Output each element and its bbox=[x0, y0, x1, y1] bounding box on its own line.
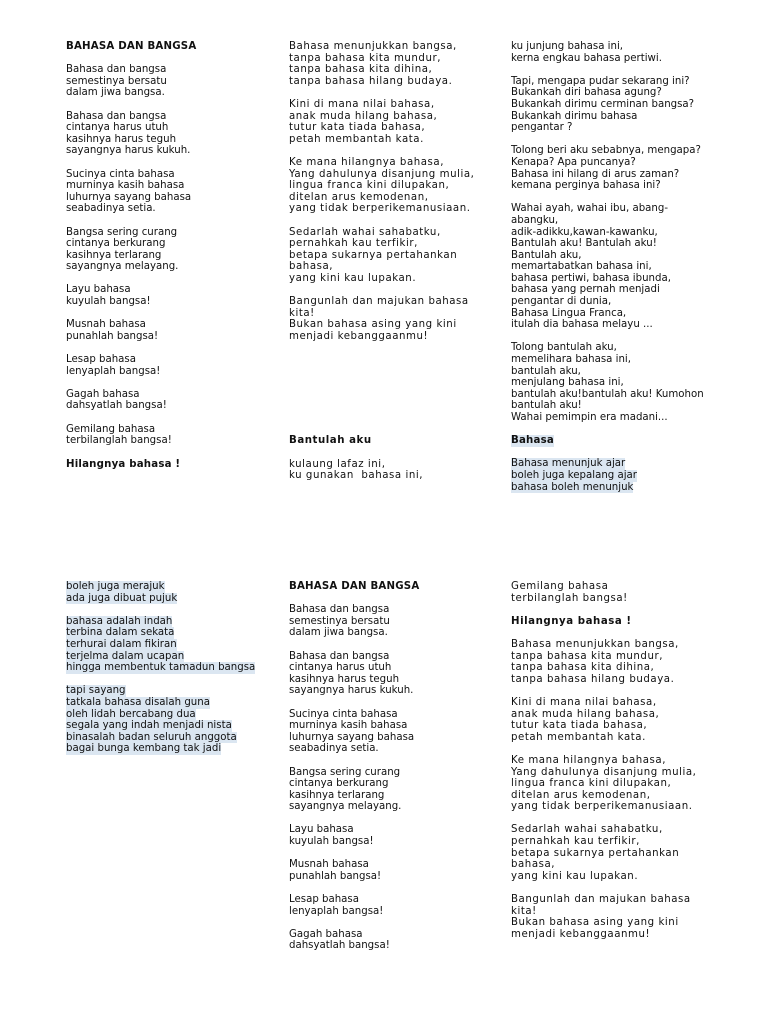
poem-line: Bahasa Lingua Franca, bbox=[511, 307, 627, 319]
poem-line: petah membantah kata. bbox=[511, 731, 646, 743]
poem-line: murninya kasih bahasa bbox=[289, 720, 408, 732]
poem-line: hingga membentuk tamadun bangsa bbox=[66, 662, 256, 674]
poem-line: bahasa adalah indah bbox=[66, 615, 173, 627]
stanza bbox=[511, 41, 761, 64]
stanza bbox=[511, 639, 761, 685]
poem-line: terbina dalam sekata bbox=[66, 627, 175, 639]
poem-line: Yang dahulunya disanjung mulia, bbox=[511, 766, 697, 778]
stanza bbox=[289, 41, 524, 87]
stanza bbox=[289, 296, 524, 342]
highlighted-stanza-list bbox=[66, 581, 266, 755]
poem-line: dahsyatlah bangsa! bbox=[66, 400, 167, 412]
poem-line: seabadinya setia. bbox=[66, 203, 156, 215]
poem-line: kasihnya terlarang bbox=[289, 789, 385, 801]
poem-line: pengantar di dunia, bbox=[511, 296, 612, 308]
poem-line: Gemilang bahasa bbox=[511, 581, 609, 592]
poem-line: Wahai ayah, wahai ibu, abang- bbox=[511, 203, 669, 215]
stanza bbox=[511, 697, 761, 743]
poem-line: tatkala bahasa disalah guna bbox=[66, 696, 210, 708]
poem-title: BAHASA DAN BANGSA bbox=[66, 41, 197, 52]
poem-title: BAHASA DAN BANGSA bbox=[289, 581, 420, 592]
poem-line: kita! bbox=[289, 307, 315, 319]
page2-column-3 bbox=[511, 581, 761, 952]
poem-line: yang kini kau lupakan. bbox=[289, 272, 417, 284]
poem-line: dalam jiwa bangsa. bbox=[289, 627, 388, 639]
stanza bbox=[289, 459, 524, 482]
stanza bbox=[289, 824, 524, 847]
stanza-list bbox=[289, 604, 524, 952]
poem-line: Ke mana hilangnya bahasa, bbox=[511, 754, 666, 766]
poem-line: Kini di mana nilai bahasa, bbox=[511, 696, 657, 708]
poem-line: tanpa bahasa kita mundur, bbox=[289, 52, 441, 64]
poem-line: oleh lidah bercabang dua bbox=[66, 708, 196, 720]
stanza bbox=[66, 111, 301, 157]
poem-line: Layu bahasa bbox=[66, 284, 131, 296]
poem-line: Bahasa dan bangsa bbox=[289, 650, 390, 662]
stanza bbox=[289, 227, 524, 285]
stanza bbox=[66, 389, 301, 412]
stanza bbox=[511, 581, 761, 604]
poem-line: cintanya harus utuh bbox=[66, 122, 169, 134]
poem-line: Kini di mana nilai bahasa, bbox=[289, 98, 435, 110]
stanza bbox=[511, 342, 761, 423]
stanza bbox=[289, 99, 524, 145]
poem-line: Bangsa sering curang bbox=[289, 766, 401, 778]
poem-line: kulaung lafaz ini, bbox=[289, 458, 386, 470]
poem-line: seabadinya setia. bbox=[289, 743, 379, 755]
stanza bbox=[66, 354, 301, 377]
stanza bbox=[511, 76, 761, 134]
poem-line: yang tidak berperikemanusiaan. bbox=[511, 801, 693, 813]
stanza bbox=[66, 284, 301, 307]
stanza bbox=[289, 157, 524, 215]
poem-line: kasihnya terlarang bbox=[66, 249, 162, 261]
poem-line: pengantar ? bbox=[511, 122, 573, 134]
poem-line: tanpa bahasa kita dihina, bbox=[511, 662, 655, 674]
poem-line: tanpa bahasa kita mundur, bbox=[511, 650, 663, 662]
stanza-list bbox=[511, 41, 761, 424]
page2-column-1 bbox=[66, 581, 266, 767]
poem-line: cintanya harus utuh bbox=[289, 662, 392, 674]
poem-line: bantulah aku! bbox=[511, 400, 582, 412]
poem-line: Bukan bahasa asing yang kini bbox=[289, 319, 457, 331]
poem-line: bahasa, bbox=[511, 859, 556, 871]
poem-line: lenyaplah bangsa! bbox=[66, 365, 161, 377]
poem-line: Bantulah aku! Bantulah aku! bbox=[511, 238, 657, 250]
poem-line: Bangsa sering curang bbox=[66, 226, 178, 238]
poem-line: Layu bahasa bbox=[289, 824, 354, 836]
poem-line: yang tidak berperikemanusiaan. bbox=[289, 203, 471, 215]
poem-line: ku gunakan bahasa ini, bbox=[289, 470, 424, 482]
poem-line: Bahasa menunjuk ajar bbox=[511, 458, 626, 470]
poem-line: dahsyatlah bangsa! bbox=[289, 940, 390, 952]
poem-line: adik-adikku,kawan-kawanku, bbox=[511, 226, 658, 238]
poem-line: yang kini kau lupakan. bbox=[511, 870, 639, 882]
poem-line: Lesap bahasa bbox=[289, 894, 359, 906]
stanza-list bbox=[289, 41, 524, 342]
stanza bbox=[289, 604, 524, 639]
page1-column-1 bbox=[66, 41, 301, 482]
poem-line: petah membantah kata. bbox=[289, 133, 424, 145]
poem-line: Tapi, mengapa pudar sekarang ini? bbox=[511, 75, 690, 87]
poem-line: ditelan arus kemodenan, bbox=[289, 191, 429, 203]
poem-line: Sucinya cinta bahasa bbox=[289, 708, 398, 720]
poem-line: Ke mana hilangnya bahasa, bbox=[289, 156, 444, 168]
poem-line: ada juga dibuat pujuk bbox=[66, 592, 178, 604]
poem-line: kasihnya harus teguh bbox=[66, 133, 177, 145]
poem-line: murninya kasih bahasa bbox=[66, 180, 185, 192]
poem-line: Sedarlah wahai sahabatku, bbox=[511, 824, 663, 836]
poem-line: memelihara bahasa ini, bbox=[511, 354, 631, 366]
poem-line: terjelma dalam ucapan bbox=[66, 650, 185, 662]
poem-line: Bukankah dirimu cerminan bangsa? bbox=[511, 98, 695, 110]
poem-line: lingua franca kini dilupakan, bbox=[511, 778, 672, 790]
poem-line: menjadi kebanggaanmu! bbox=[289, 330, 429, 342]
poem-line: ditelan arus kemodenan, bbox=[511, 789, 651, 801]
stanza bbox=[289, 767, 524, 813]
poem-line: Bahasa dan bangsa bbox=[289, 604, 390, 616]
stanza bbox=[289, 651, 524, 697]
poem-line: binasalah badan seluruh anggota bbox=[66, 731, 237, 743]
stanza bbox=[289, 894, 524, 917]
stanza bbox=[511, 581, 761, 604]
poem-line: Bangunlah dan majukan bahasa bbox=[289, 296, 469, 308]
poem-line: kemana perginya bahasa ini? bbox=[511, 180, 661, 192]
stanza-list bbox=[511, 639, 761, 940]
poem-line: pernahkah kau terfikir, bbox=[511, 836, 640, 848]
poem-line: anak muda hilang bahasa, bbox=[289, 110, 438, 122]
poem-line: Bangunlah dan majukan bahasa bbox=[511, 894, 691, 906]
poem-line: dalam jiwa bangsa. bbox=[66, 87, 165, 99]
poem-line: tapi sayang bbox=[66, 685, 126, 697]
poem-line: cintanya berkurang bbox=[66, 238, 166, 250]
poem-line: terhurai dalam fikiran bbox=[66, 638, 177, 650]
poem-line: tanpa bahasa hilang budaya. bbox=[289, 75, 453, 87]
poem-line: Lesap bahasa bbox=[66, 354, 136, 366]
poem-line: Tolong bantulah aku, bbox=[511, 342, 617, 354]
stanza bbox=[66, 227, 301, 273]
poem-line: lingua franca kini dilupakan, bbox=[289, 180, 450, 192]
stanza bbox=[511, 894, 761, 940]
stanza bbox=[66, 424, 301, 447]
poem-line: Bahasa menunjukkan bangsa, bbox=[289, 41, 457, 52]
section-heading: Bahasa bbox=[511, 435, 554, 447]
poem-line: Bukankah diri bahasa agung? bbox=[511, 87, 662, 99]
poem-line: Gagah bahasa bbox=[66, 388, 140, 400]
highlighted-stanza bbox=[511, 458, 761, 493]
poem-line: terbilanglah bangsa! bbox=[511, 592, 628, 604]
stanza bbox=[66, 616, 266, 674]
stanza bbox=[289, 709, 524, 755]
poem-line: kuyulah bangsa! bbox=[66, 296, 151, 308]
poem-line: Bahasa menunjukkan bangsa, bbox=[511, 638, 679, 650]
section-heading: Hilangnya bahasa ! bbox=[511, 615, 632, 627]
poem-line: bantulah aku!bantulah aku! Kumohon bbox=[511, 388, 704, 400]
poem-line: Bukan bahasa asing yang kini bbox=[511, 917, 679, 929]
poem-line: kita! bbox=[511, 905, 537, 917]
poem-line: Bahasa dan bangsa bbox=[66, 64, 167, 76]
poem-line: kasihnya harus teguh bbox=[289, 673, 400, 685]
poem-line: bahasa, bbox=[289, 261, 334, 273]
poem-line: Gemilang bahasa bbox=[66, 423, 156, 435]
poem-line: betapa sukarnya pertahankan bbox=[289, 249, 458, 261]
poem-line: anak muda hilang bahasa, bbox=[511, 708, 660, 720]
poem-line: tutur kata tiada bahasa, bbox=[289, 122, 426, 134]
poem-line: lenyaplah bangsa! bbox=[289, 905, 384, 917]
stanza bbox=[66, 581, 266, 604]
poem-line: tanpa bahasa hilang budaya. bbox=[511, 673, 675, 685]
poem-line: betapa sukarnya pertahankan bbox=[511, 847, 680, 859]
poem-line: Bahasa ini hilang di arus zaman? bbox=[511, 168, 680, 180]
poem-line: punahlah bangsa! bbox=[66, 330, 159, 342]
stanza bbox=[511, 145, 761, 191]
stanza bbox=[66, 169, 301, 215]
stanza bbox=[66, 685, 266, 755]
poem-line: Tolong beri aku sebabnya, mengapa? bbox=[511, 145, 701, 157]
poem-line: ku junjung bahasa ini, bbox=[511, 41, 624, 52]
poem-line: menjadi kebanggaanmu! bbox=[511, 928, 651, 940]
poem-line: semestinya bersatu bbox=[289, 615, 390, 627]
poem-line: Bantulah aku, bbox=[511, 249, 582, 261]
stanza bbox=[511, 824, 761, 882]
page1-column-2 bbox=[289, 41, 524, 493]
poem-line: bagai bunga kembang tak jadi bbox=[66, 743, 222, 755]
stanza bbox=[66, 64, 301, 99]
poem-line: cintanya berkurang bbox=[289, 778, 389, 790]
poem-line: sayangnya melayang. bbox=[66, 261, 179, 273]
poem-line: Gagah bahasa bbox=[289, 928, 363, 940]
poem-line: menjulang bahasa ini, bbox=[511, 377, 624, 389]
poem-line: Kenapa? Apa puncanya? bbox=[511, 156, 636, 168]
page2-column-2 bbox=[289, 581, 524, 964]
poem-line: Wahai pemimpin era madani... bbox=[511, 412, 668, 423]
stanza bbox=[511, 458, 761, 493]
poem-line: luhurnya sayang bahasa bbox=[289, 731, 415, 743]
section-heading: Hilangnya bahasa ! bbox=[66, 458, 181, 470]
stanza bbox=[511, 203, 761, 331]
poem-line: memartabatkan bahasa ini, bbox=[511, 261, 652, 273]
poem-line: semestinya bersatu bbox=[66, 75, 167, 87]
poem-line: tanpa bahasa kita dihina, bbox=[289, 64, 433, 76]
poem-line: Sedarlah wahai sahabatku, bbox=[289, 226, 441, 238]
page1-column-3 bbox=[511, 41, 761, 505]
poem-line: kuyulah bangsa! bbox=[289, 836, 374, 848]
poem-line: itulah dia bahasa melayu ... bbox=[511, 319, 653, 331]
poem-line: Yang dahulunya disanjung mulia, bbox=[289, 168, 475, 180]
poem-line: bahasa boleh menunjuk bbox=[511, 481, 634, 493]
poem-line: punahlah bangsa! bbox=[289, 870, 382, 882]
poem-line: abangku, bbox=[511, 214, 559, 226]
poem-line: Sucinya cinta bahasa bbox=[66, 168, 175, 180]
poem-line: luhurnya sayang bahasa bbox=[66, 191, 192, 203]
poem-line: Musnah bahasa bbox=[289, 859, 369, 871]
stanza-list bbox=[66, 64, 301, 447]
poem-line: boleh juga kepalang ajar bbox=[511, 469, 637, 481]
stanza bbox=[289, 459, 524, 482]
poem-line: sayangnya melayang. bbox=[289, 801, 402, 813]
poem-line: kerna engkau bahasa pertiwi. bbox=[511, 52, 662, 64]
poem-line: terbilanglah bangsa! bbox=[66, 435, 172, 447]
stanza bbox=[289, 929, 524, 952]
poem-line: Bukankah dirimu bahasa bbox=[511, 110, 638, 122]
section-heading: Bantulah aku bbox=[289, 435, 372, 447]
poem-line: tutur kata tiada bahasa, bbox=[511, 720, 648, 732]
poem-line: sayangnya harus kukuh. bbox=[289, 685, 414, 697]
stanza bbox=[511, 755, 761, 813]
poem-line: Musnah bahasa bbox=[66, 319, 146, 331]
poem-line: sayangnya harus kukuh. bbox=[66, 145, 191, 157]
poem-line: segala yang indah menjadi nista bbox=[66, 720, 232, 732]
stanza bbox=[66, 319, 301, 342]
poem-line: boleh juga merajuk bbox=[66, 581, 165, 592]
poem-line: Bahasa dan bangsa bbox=[66, 110, 167, 122]
poem-line: bahasa pertiwi, bahasa ibunda, bbox=[511, 272, 671, 284]
poem-line: pernahkah kau terfikir, bbox=[289, 238, 418, 250]
stanza bbox=[289, 859, 524, 882]
poem-line: bahasa yang pernah menjadi bbox=[511, 284, 660, 296]
poem-line: bantulah aku, bbox=[511, 365, 581, 377]
